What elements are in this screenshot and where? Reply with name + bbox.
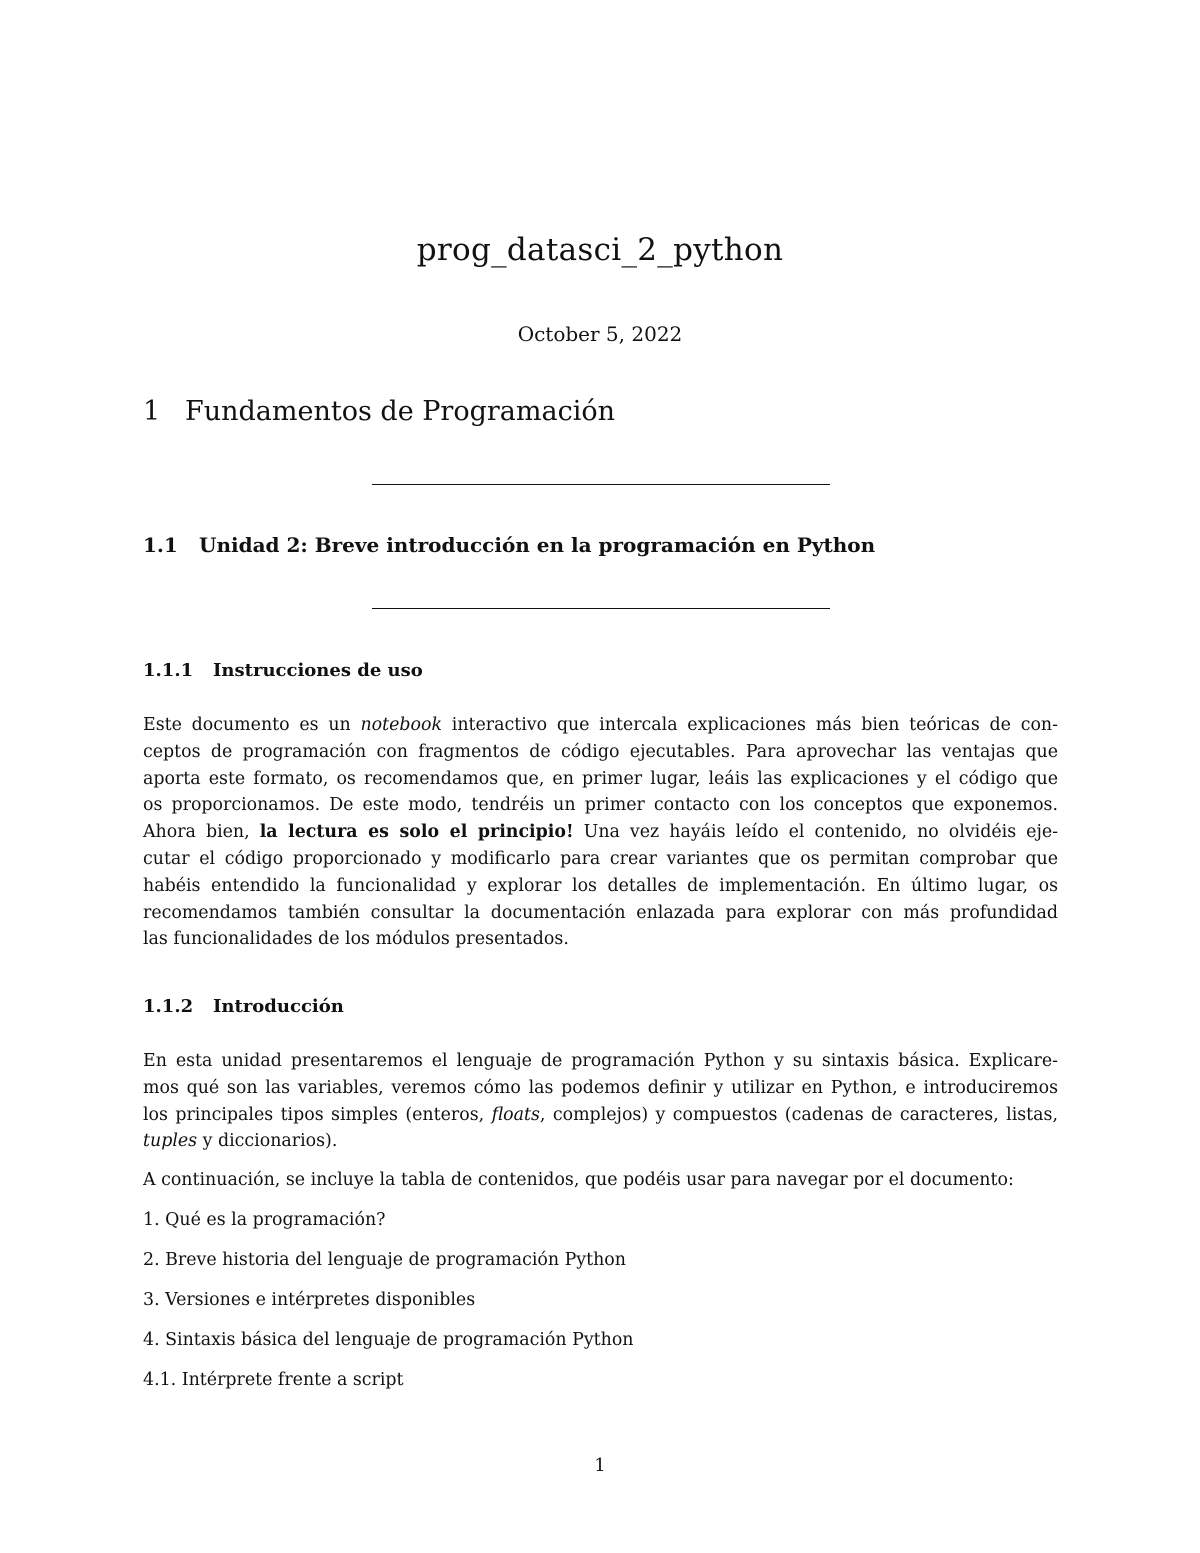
paragraph-line: habéis entendido la funcionalidad y explorar los detalles de implementación. En último lugar, os bbox=[143, 875, 1058, 896]
section-1-1-heading bbox=[143, 533, 875, 557]
paragraph-line: cutar el código proporcionado y modificarlo para crear variantes que os permitan comprobar que bbox=[143, 848, 1058, 869]
paragraph-line: los principales tipos simples (enteros, floats, complejos) y compuestos (cadenas de caracteres, listas, bbox=[143, 1104, 1058, 1125]
section-1-1-number: 1.1 bbox=[143, 533, 178, 557]
toc-item[interactable]: 4.1. Intérprete frente a script bbox=[143, 1370, 404, 1390]
toc-intro: A continuación, se incluye la tabla de contenidos, que podéis usar para navegar por el documento: bbox=[143, 1170, 1014, 1190]
document-title: prog_datasci_2_python bbox=[416, 232, 784, 268]
page-number: 1 bbox=[594, 1455, 606, 1476]
horizontal-rule-bottom bbox=[372, 608, 830, 609]
toc-item[interactable]: 3. Versiones e intérpretes disponibles bbox=[143, 1290, 476, 1310]
section-1-heading bbox=[143, 396, 615, 427]
emphasis-text: la lectura es solo el principio! bbox=[259, 822, 574, 843]
document-date: October 5, 2022 bbox=[517, 322, 683, 346]
paragraph-line: aporta este formato, os recomendamos que, en primer lugar, leáis las explicaciones y el código que bbox=[143, 768, 1058, 789]
paragraph-line: tuples y diccionarios). bbox=[143, 1131, 338, 1152]
paragraph-line: ceptos de programación con fragmentos de código ejecutables. Para aprovechar las ventajas que bbox=[143, 741, 1058, 762]
section-1-title: Fundamentos de Programación bbox=[185, 396, 615, 427]
toc-item[interactable]: 1. Qué es la programación? bbox=[143, 1210, 386, 1230]
section-1-1-1-title: Instrucciones de uso bbox=[213, 660, 423, 681]
section-1-number: 1 bbox=[143, 396, 161, 427]
section-1-1-2-number: 1.1.2 bbox=[143, 996, 194, 1017]
paragraph-line: mos qué son las variables, veremos cómo las podemos definir y utilizar en Python, e introduciremos bbox=[143, 1077, 1058, 1098]
section-1-1-2-heading bbox=[143, 996, 344, 1017]
horizontal-rule-top bbox=[372, 484, 830, 485]
introduction-paragraph bbox=[143, 1048, 1058, 1155]
paragraph-line: las funcionalidades de los módulos presentados. bbox=[143, 929, 569, 950]
paragraph-line: recomendamos también consultar la documentación enlazada para explorar con más profundidad bbox=[143, 902, 1058, 923]
section-1-1-2-title: Introducción bbox=[213, 996, 344, 1017]
toc-item[interactable]: 4. Sintaxis básica del lenguaje de programación Python bbox=[143, 1330, 634, 1350]
instructions-paragraph bbox=[143, 712, 1058, 953]
section-1-1-1-number: 1.1.1 bbox=[143, 660, 194, 681]
paragraph-line: En esta unidad presentaremos el lenguaje de programación Python y su sintaxis básica. Explicare- bbox=[143, 1051, 1058, 1071]
toc-item[interactable]: 2. Breve historia del lenguaje de programación Python bbox=[143, 1250, 626, 1270]
paragraph-line: Este documento es un notebook interactivo que intercala explicaciones más bien teóricas de con- bbox=[143, 715, 1058, 735]
paragraph-line: os proporcionamos. De este modo, tendréis un primer contacto con los conceptos que exponemos. bbox=[143, 795, 1058, 816]
section-1-1-title: Unidad 2: Breve introducción en la programación en Python bbox=[199, 533, 876, 557]
section-1-1-1-heading bbox=[143, 660, 423, 681]
paragraph-line: Ahora bien, la lectura es solo el principio! Una vez hayáis leído el contenido, no olvidéis eje- bbox=[143, 822, 1059, 843]
